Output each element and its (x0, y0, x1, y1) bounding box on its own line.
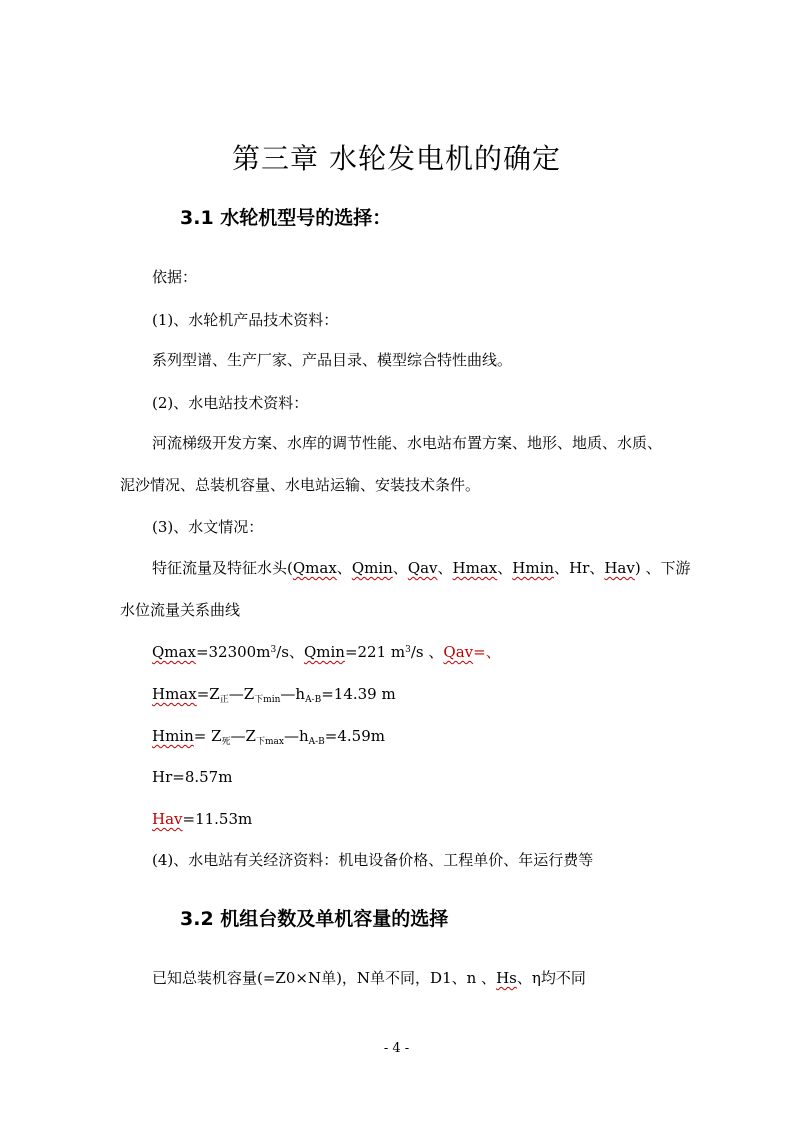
term-hmin: Hmin (512, 559, 555, 577)
qmin-value: =221 m (344, 643, 406, 661)
subscript: 下min (254, 695, 281, 705)
formula-part: =Z (196, 685, 220, 703)
hmax-value: =14.39 m (321, 685, 396, 703)
qmax-value: =32300m (195, 643, 271, 661)
subscript: 正 (219, 695, 229, 705)
separator: 、 (589, 559, 605, 577)
item-2-text-line2: 泥沙情况、总装机容量、水电站运输、安装技术条件。 (120, 476, 481, 494)
subscript: A-B (308, 737, 325, 747)
section-heading-3-1: 3.1 水轮机型号的选择： (180, 207, 392, 229)
item-3-text-line2: 水位流量关系曲线 (120, 601, 241, 619)
formula-part: —Z (230, 727, 256, 745)
hmin-label: Hmin (152, 727, 194, 745)
item-2-text-line1: 河流梯级开发方案、水库的调节性能、水电站布置方案、地形、地质、水质、 (152, 434, 663, 452)
hr-value: Hr=8.57m (152, 768, 233, 786)
hmax-label: Hmax (152, 685, 197, 703)
term-hs: Hs (496, 969, 517, 987)
separator: 、 (336, 559, 352, 577)
section-2-text-a: 已知总装机容量(=Z0×N单)，N单不同，D1、n 、 (152, 969, 497, 987)
item-2-heading: (2)、水电站技术资料： (152, 394, 309, 412)
term-hav: Hav (604, 559, 635, 577)
formula-part: —Z (228, 685, 255, 703)
per-second: /s、 (276, 643, 304, 661)
item-3-heading: (3)、水文情况： (152, 518, 264, 536)
hmin-formula (152, 726, 385, 746)
separator: 、 (497, 559, 513, 577)
hav-line (152, 809, 252, 829)
formula-part: —h (283, 727, 309, 745)
term-qav: Qav (407, 559, 438, 577)
unit-superscript: 3 (405, 645, 411, 655)
item-3-suffix: ) 、下游 (634, 559, 691, 577)
hmax-formula (152, 684, 396, 704)
item-1-text: 系列型谱、生产厂家、产品目录、模型综合特性曲线。 (152, 351, 513, 369)
subscript: A-B (305, 695, 322, 705)
separator: 、 (437, 559, 453, 577)
hmin-value: =4.59m (324, 727, 385, 745)
basis-label: 依据： (152, 268, 198, 286)
flow-values-line (152, 642, 501, 662)
term-qmin: Qmin (351, 559, 393, 577)
item-3-text-line1 (152, 558, 690, 578)
section-heading-3-2: 3.2 机组台数及单机容量的选择 (180, 908, 449, 930)
qmin-label: Qmin (303, 643, 345, 661)
qmax-label: Qmax (152, 643, 196, 661)
term-hmax: Hmax (452, 559, 498, 577)
page-number: - 4 - (383, 1041, 410, 1056)
hav-label: Hav (152, 810, 183, 828)
formula-part: = Z (193, 727, 222, 745)
qav-value: =、 (473, 643, 501, 661)
term-qmax: Qmax (292, 559, 337, 577)
qav-label: Qav (443, 643, 474, 661)
item-4: (4)、水电站有关经济资料：机电设备价格、工程单价、年运行费等 (152, 851, 594, 869)
chapter-title: 第三章 水轮发电机的确定 (232, 142, 561, 175)
subscript: 下max (255, 737, 284, 747)
separator: 、 (392, 559, 408, 577)
unit-superscript: 3 (270, 645, 277, 655)
formula-part: —h (280, 685, 306, 703)
section-2-text (152, 968, 586, 988)
item-1-heading: (1)、水轮机产品技术资料： (152, 311, 339, 329)
term-hr: Hr (569, 559, 590, 577)
separator: 、 (554, 559, 570, 577)
per-second: /s 、 (410, 643, 444, 661)
item-3-prefix: 特征流量及特征水头( (152, 559, 293, 577)
section-2-text-b: 、η均不同 (516, 969, 586, 987)
hav-value: =11.53m (182, 810, 253, 828)
subscript: 死 (221, 737, 231, 747)
